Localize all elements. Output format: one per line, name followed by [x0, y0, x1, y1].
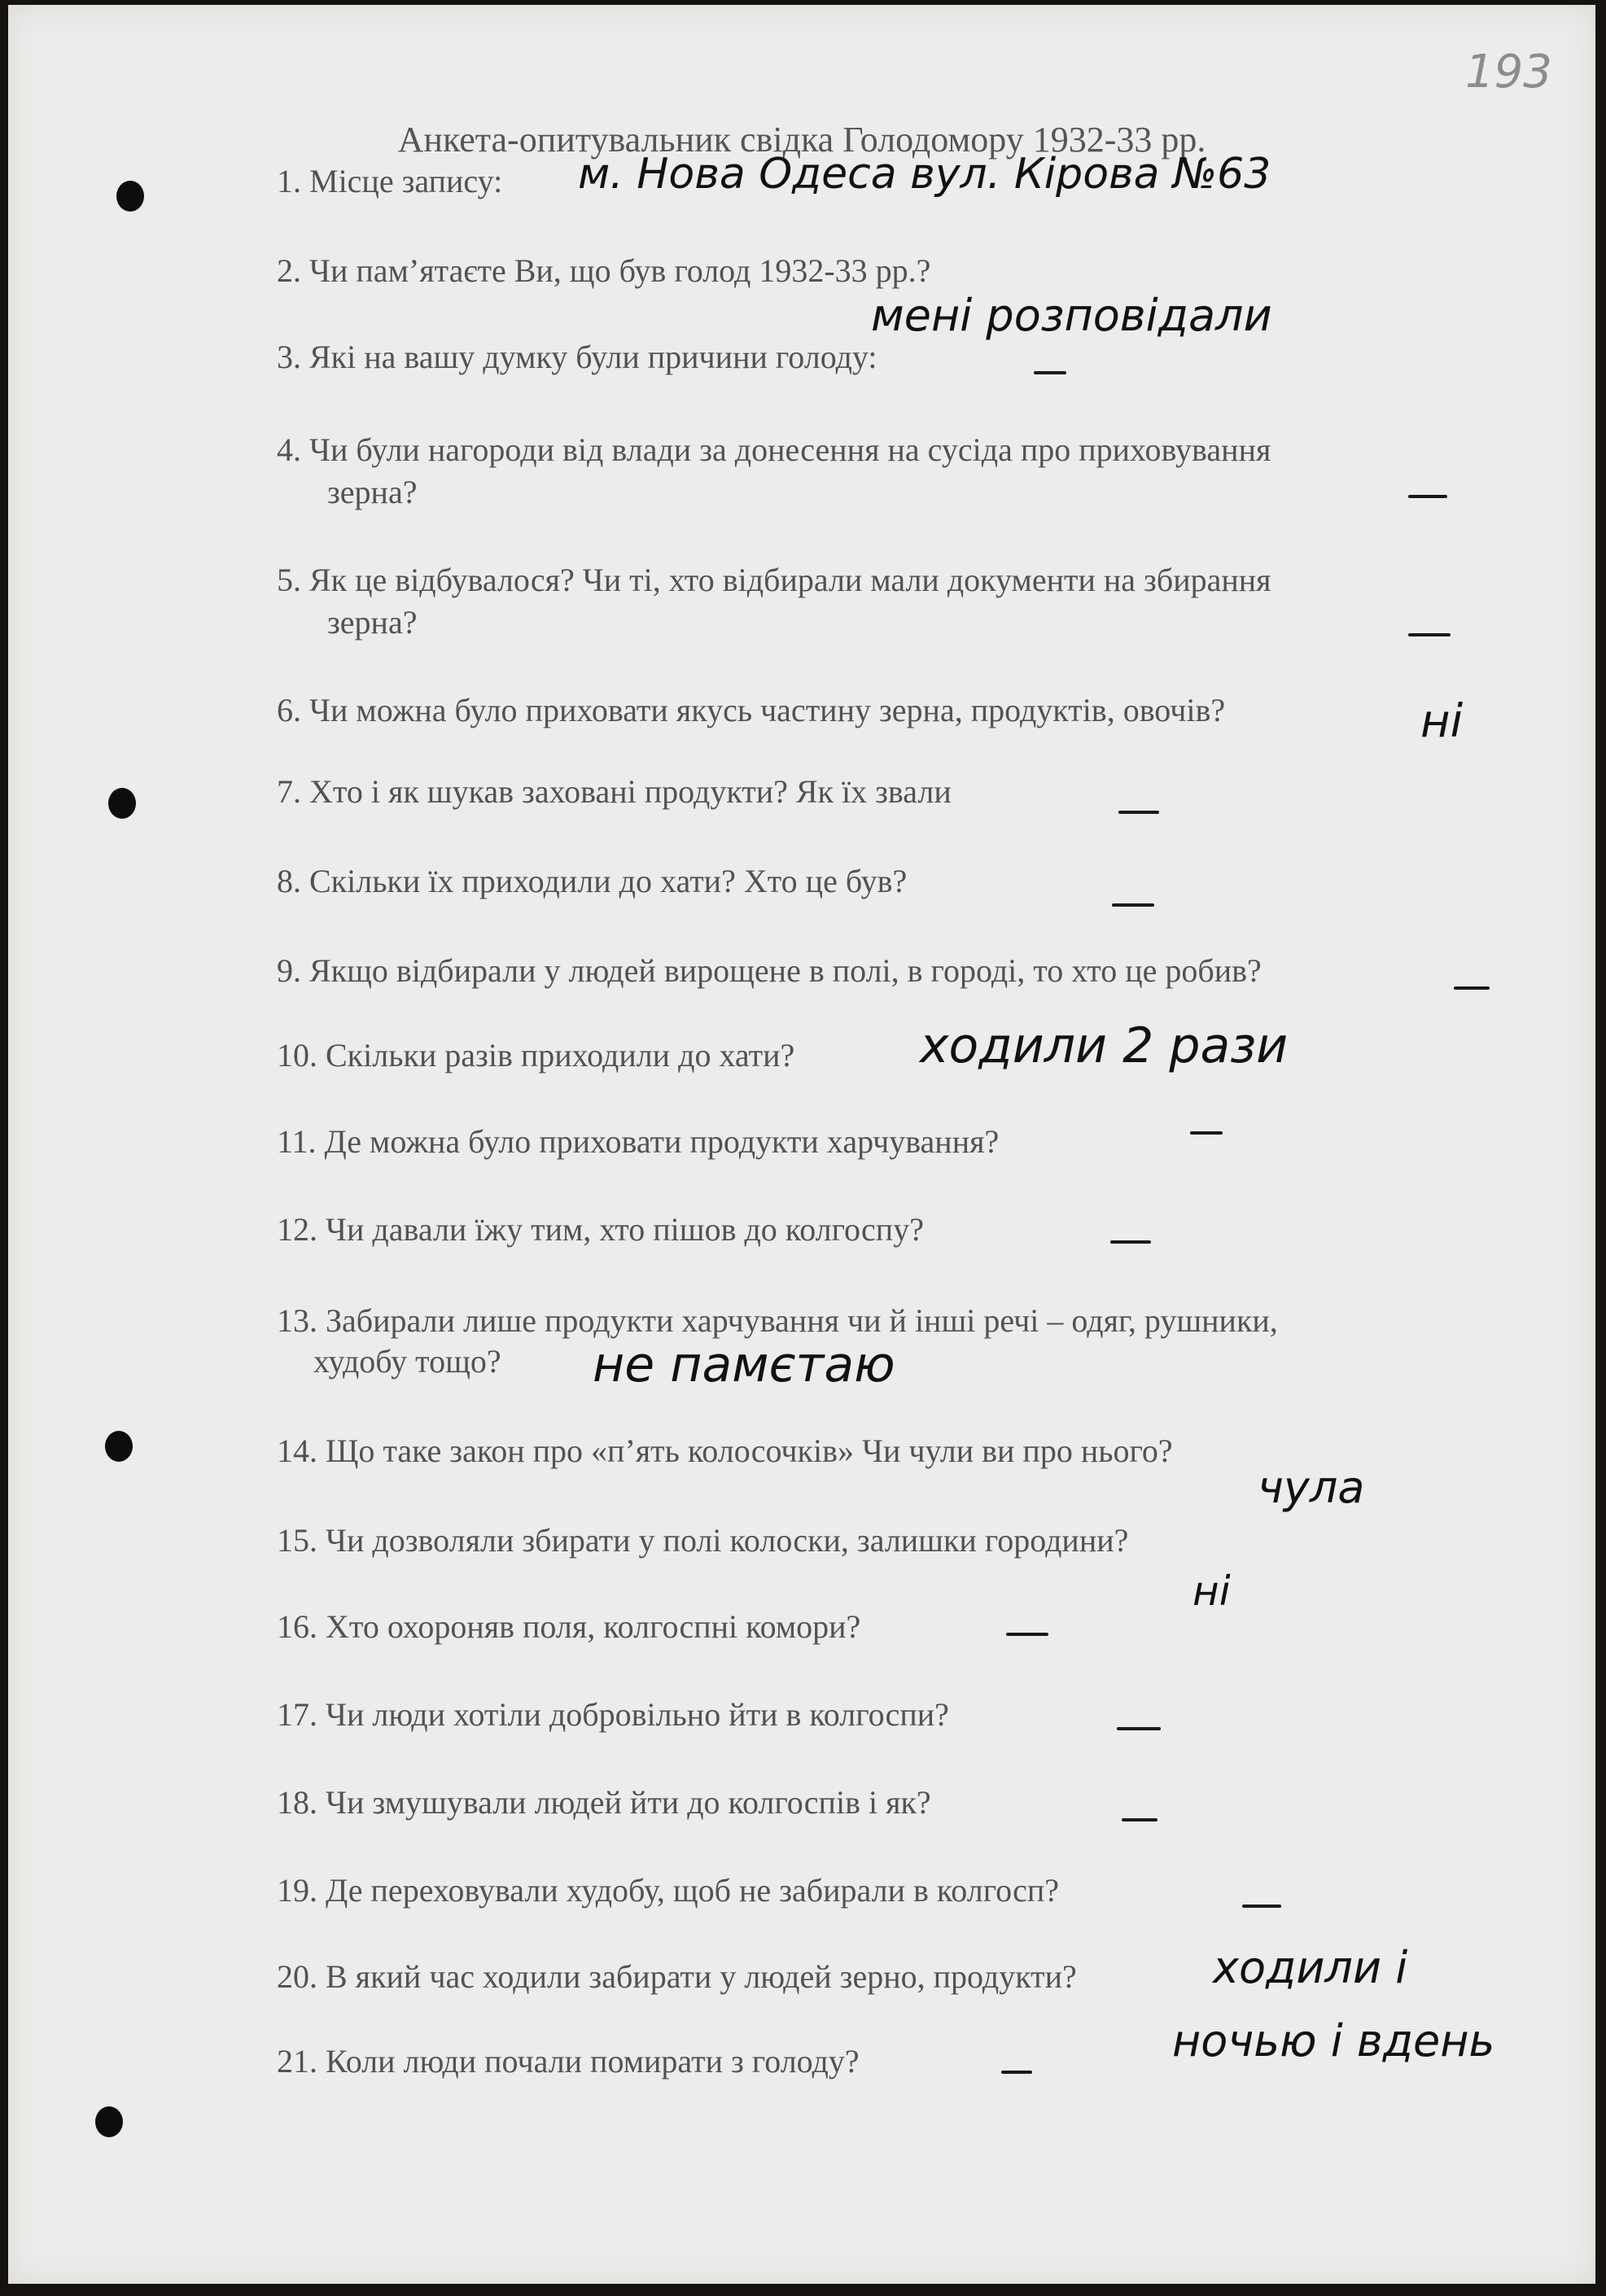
question-text: Які на вашу думку були причини голоду: [309, 339, 877, 375]
page-number: 193 [1465, 46, 1552, 98]
question-17 [277, 1693, 949, 1737]
question-5 [277, 558, 1271, 602]
question-text: Місце запису: [309, 163, 503, 199]
question-text: Де переховували худобу, щоб не забирали в колгосп? [326, 1872, 1060, 1909]
answer-1-place: м. Нова Одеса вул. Кірова №63 [578, 150, 1271, 199]
question-4-continuation: зерна? [327, 474, 418, 510]
question-3 [277, 335, 877, 379]
questionnaire-sheet [8, 5, 1595, 2284]
question-number: 5. [277, 562, 301, 598]
answer-dash [1001, 2071, 1032, 2074]
question-number: 17. [277, 1696, 317, 1733]
question-10 [277, 1034, 794, 1078]
answer-dash [1006, 1633, 1048, 1636]
question-text: Скільки їх приходили до хати? Хто це був? [309, 863, 908, 899]
punch-hole [116, 181, 144, 212]
answer-dash [1122, 1818, 1157, 1821]
question-6 [277, 689, 1225, 733]
question-number: 18. [277, 1784, 317, 1821]
page-title: Анкета-опитувальник свідка Голодомору 1932-33 рр. [397, 120, 1206, 160]
question-number: 16. [277, 1608, 317, 1645]
answer-20-line2: ночью і вдень [1172, 2015, 1495, 2066]
punch-hole [95, 2106, 123, 2137]
question-number: 4. [277, 431, 301, 468]
question-number: 6. [277, 692, 301, 728]
question-text: Де можна було приховати продукти харчування? [324, 1123, 1000, 1160]
question-text: В який час ходили забирати у людей зерно, продукти? [326, 1958, 1077, 1995]
answer-dash [1112, 903, 1154, 907]
question-number: 14. [277, 1432, 317, 1469]
answer-6: ні [1420, 695, 1464, 748]
question-number: 10. [277, 1037, 317, 1074]
question-9 [277, 949, 1262, 993]
answer-dash [1242, 1905, 1281, 1908]
question-text: Хто охороняв поля, колгоспні комори? [326, 1608, 861, 1645]
question-14 [277, 1429, 1173, 1473]
question-text: Що таке закон про «п’ять колосочків» Чи чули ви про нього? [326, 1432, 1173, 1469]
answer-dash [1408, 495, 1447, 498]
question-number: 2. [277, 252, 301, 289]
question-text: Хто і як шукав заховані продукти? Як їх звали [309, 773, 952, 810]
answer-dash [1454, 986, 1490, 990]
question-number: 12. [277, 1211, 317, 1248]
question-number: 13. [277, 1302, 317, 1339]
question-11 [277, 1120, 999, 1164]
question-13-continuation: худобу тощо? [313, 1343, 501, 1380]
answer-dash [1118, 811, 1159, 814]
answer-13: не памєтаю [593, 1336, 895, 1393]
answer-dash [1110, 1240, 1151, 1244]
question-8 [277, 859, 907, 903]
question-number: 1. [277, 163, 301, 199]
answer-10-visits: ходили 2 рази [920, 1017, 1289, 1074]
answer-dash [1190, 1131, 1223, 1135]
question-text: Чи пам’ятаєте Ви, що був голод 1932-33 рр.? [309, 252, 931, 289]
question-text: Чи змушували людей йти до колгоспів і як? [326, 1784, 931, 1821]
question-text: Чи давали їжу тим, хто пішов до колгоспу? [326, 1211, 924, 1248]
answer-dash [1408, 633, 1451, 636]
question-text: Коли люди почали помирати з голоду? [326, 2043, 860, 2080]
answer-dash [1034, 371, 1066, 374]
question-number: 8. [277, 863, 301, 899]
question-number: 3. [277, 339, 301, 375]
question-text: Чи люди хотіли добровільно йти в колгоспи? [326, 1696, 949, 1733]
punch-hole [108, 788, 136, 819]
question-16 [277, 1605, 860, 1649]
question-text: Забирали лише продукти харчування чи й інші речі – одяг, рушники, [326, 1302, 1278, 1339]
question-19 [277, 1869, 1059, 1913]
question-number: 9. [277, 952, 301, 989]
question-text: Як це відбувалося? Чи ті, хто відбирали мали документи на збирання [309, 562, 1271, 598]
punch-hole [105, 1431, 133, 1462]
question-text: Чи дозволяли збирати у полі колоски, залишки городини? [326, 1522, 1129, 1559]
question-18 [277, 1781, 931, 1825]
question-1 [277, 160, 502, 203]
question-number: 15. [277, 1522, 317, 1559]
question-number: 20. [277, 1958, 317, 1995]
question-text: Чи можна було приховати якусь частину зерна, продуктів, овочів? [309, 692, 1226, 728]
question-text: Скільки разів приходили до хати? [326, 1037, 795, 1074]
answer-15: ні [1192, 1568, 1231, 1615]
question-5-continuation: зерна? [327, 604, 418, 641]
question-12 [277, 1208, 924, 1252]
question-text: Чи були нагороди від влади за донесення на сусіда про приховування [309, 431, 1271, 468]
answer-20-line1: ходили і [1213, 1942, 1408, 1993]
question-text: Якщо відбирали у людей вирощене в полі, в городі, то хто це робив? [309, 952, 1262, 989]
answer-14: чула [1258, 1462, 1365, 1513]
question-number: 19. [277, 1872, 317, 1909]
question-15 [277, 1519, 1128, 1563]
question-7 [277, 770, 952, 814]
question-number: 21. [277, 2043, 317, 2080]
question-4 [277, 428, 1271, 472]
question-20 [277, 1955, 1077, 1999]
question-21 [277, 2040, 860, 2084]
answer-dash [1117, 1727, 1161, 1730]
question-2 [277, 249, 930, 293]
question-number: 11. [277, 1123, 317, 1160]
question-number: 7. [277, 773, 301, 810]
answer-3-causes: мені розповідали [871, 290, 1272, 341]
